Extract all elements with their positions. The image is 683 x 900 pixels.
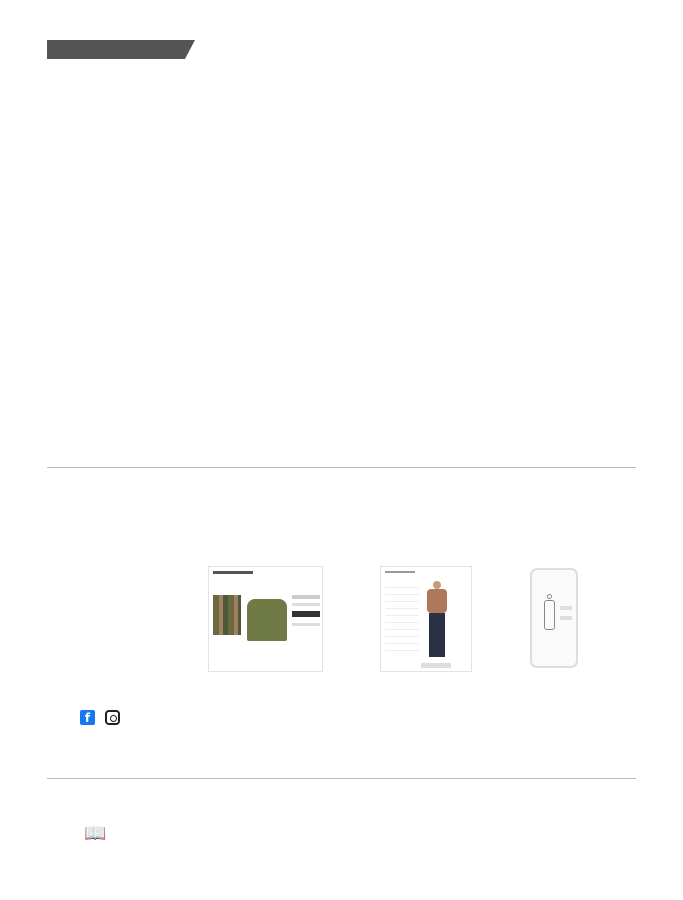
divider [47, 467, 636, 468]
instagram-icon[interactable] [105, 710, 120, 725]
simulator-screenshot [380, 566, 472, 672]
section-title [47, 40, 185, 59]
virtual-screenshot [528, 566, 582, 672]
catalog-screenshot [208, 566, 323, 672]
book-icon[interactable]: 📖 [84, 823, 107, 844]
footer-divider [47, 778, 636, 779]
qr-code[interactable] [76, 591, 128, 643]
facebook-icon[interactable]: f [80, 710, 95, 725]
